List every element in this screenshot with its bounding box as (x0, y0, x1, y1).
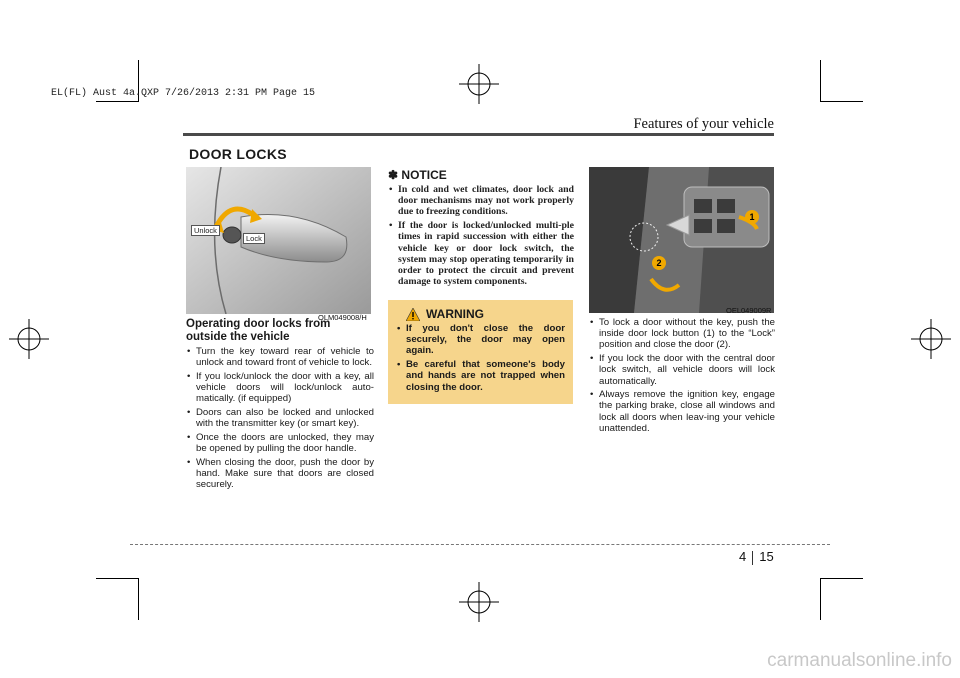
page-header-title: Features of your vehicle (633, 116, 774, 132)
door-lock-button-photo (589, 167, 774, 313)
list-item: • In cold and wet climates, door lock and door mechanisms may not work properly due to freezing conditions. (388, 184, 574, 218)
registration-mark-icon (911, 319, 951, 359)
left-column (186, 318, 374, 493)
list-item: • To lock a door without the key, push the inside door lock button (1) to the “Lock” position and close the door (2). (589, 317, 775, 351)
list-item: • If you lock the door with the central door lock switch, all vehicle doors will lock automatically. (589, 353, 775, 387)
list-item: • Be careful that someone's body and hands are not trapped when closing the door. (396, 359, 565, 393)
watermark: carmanualsonline.info (767, 650, 952, 671)
registration-mark-icon (459, 582, 499, 622)
right-column (589, 317, 775, 437)
registration-mark-icon (9, 319, 49, 359)
footer-rule (130, 544, 830, 545)
marker-1-icon: 1 (745, 210, 759, 224)
page-number-value: 15 (759, 549, 774, 564)
left-bullet-list (186, 346, 374, 490)
image-caption: OLM049008/H (318, 313, 367, 322)
warning-icon (406, 308, 420, 321)
door-handle-photo (186, 167, 371, 314)
list-item: • If the door is locked/unlocked multi-ple times in rapid succession with either the vehicle key or door lock switch, the system may stop operating temporarily in order to protect the circuit and prevent damage to system components. (388, 220, 574, 287)
notice-symbol-icon: ✽ (388, 168, 399, 182)
list-item: • Doors can also be locked and unlocked with the transmitter key (or smart key). (186, 407, 374, 429)
list-item: • If you don't close the door securely, the door may open again. (396, 323, 565, 357)
chapter-number: 4 (739, 549, 747, 564)
list-item: • When closing the door, push the door by hand. Make sure that doors are closed securely. (186, 457, 374, 491)
right-bullet-list (589, 317, 775, 434)
warning-bullet-list (396, 323, 565, 393)
warning-box (388, 300, 573, 404)
subsection-heading: Operating door locks from outside the vehicle (186, 318, 331, 343)
interior-door-illustration (589, 167, 774, 313)
list-item: • Once the doors are unlocked, they may be opened by pulling the door handle. (186, 432, 374, 454)
warning-heading (406, 307, 565, 321)
list-item: • If you lock/unlock the door with a key, all vehicle doors will lock/unlock auto-matically. (if equipped) (186, 371, 374, 405)
notice-box (388, 168, 574, 290)
notice-bullet-list (388, 184, 574, 287)
lock-label: Lock (243, 233, 265, 244)
header-rule (183, 133, 774, 136)
section-title: DOOR LOCKS (189, 146, 287, 162)
list-item: • Always remove the ignition key, engage the parking brake, close all windows and lock all doors when leav-ing your vehicle unattended. (589, 389, 775, 434)
image-caption: OEL049009R (726, 306, 772, 315)
print-slug: EL(FL) Aust 4a.QXP 7/26/2013 2:31 PM Page 15 (51, 88, 316, 99)
page-number (739, 549, 774, 565)
marker-2-icon: 2 (652, 256, 666, 270)
notice-title: NOTICE (401, 168, 447, 182)
registration-mark-icon (459, 64, 499, 104)
list-item: • Turn the key toward rear of vehicle to unlock and toward front of vehicle to lock. (186, 346, 374, 368)
page-number-separator (752, 551, 753, 565)
unlock-label: Unlock (191, 225, 220, 236)
notice-heading (388, 168, 574, 182)
warning-title: WARNING (426, 307, 484, 321)
door-handle-illustration (186, 167, 371, 314)
